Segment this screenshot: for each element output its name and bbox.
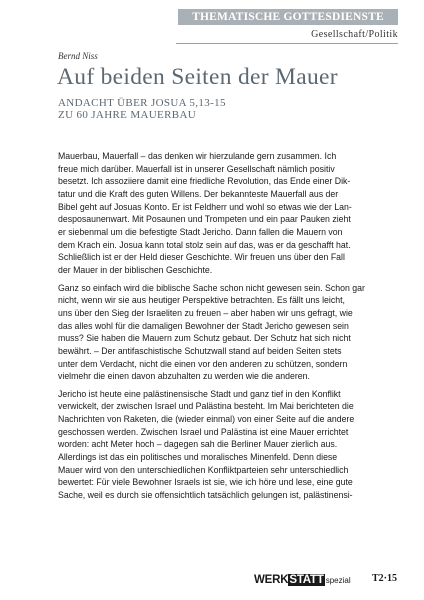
- text-line: Mauerbau, Mauerfall – das denken wir hierzulande gern zusammen. Ich: [58, 151, 337, 161]
- author-name: Bernd Niss: [58, 51, 98, 61]
- text-line: unter dem Verdacht, nicht die einen vor den anderen zu schützen, sondern: [58, 358, 348, 369]
- text-line: Ganz so einfach wird die biblische Sache schon nicht gewesen sein. Schon gar: [58, 282, 365, 293]
- article-subtitle: [58, 97, 398, 121]
- text-line: uns über den Sieg der Israeliten zu freuen – aber haben wir uns gefragt, wie: [58, 307, 353, 318]
- article-title: Auf beiden Seiten der Mauer: [57, 64, 338, 90]
- text-line: das alles wohl für die damaligen Bewohner der Stadt Jericho gewesen sein: [58, 320, 349, 331]
- text-line: besetzt. Ich assoziiere damit eine friedliche Revolution, das Ende einer Dik-: [58, 176, 351, 187]
- subtitle-line: ZU 60 JAHRE MAUERBAU: [58, 109, 197, 121]
- text-line: Bibel geht auf Josuas Konto. Er ist Feldherr und wohl so etwas wie der Lan-: [58, 201, 352, 212]
- text-line: Schließlich ist er der Held dieser Geschichte. Wir freuen uns über den Fall: [58, 252, 345, 263]
- header-divider: [176, 43, 398, 44]
- text-line: bewertet: Für viele Bewohner Israels ist sie, wie ich höre und lese, eine gute: [58, 477, 353, 488]
- article-body: [58, 150, 400, 507]
- text-line: der Mauer in der biblischen Geschichte.: [58, 264, 213, 275]
- text-line: tatur und die Kraft des guten Willens. Der bekannteste Mauerfall aus der: [58, 188, 339, 199]
- text-line: geschossen werden. Zwischen Israel und Palästina ist eine Mauer errichtet: [58, 426, 349, 437]
- subtitle-line: ANDACHT ÜBER JOSUA 5,13-15: [58, 97, 226, 109]
- text-line: vielmehr die einen davon abzuhalten zu werden wie die anderen.: [58, 371, 310, 382]
- text-line: Jericho ist heute eine palästinensische Stadt und ganz tief in den Konflikt: [58, 388, 341, 399]
- text-line: nicht, wenn wir sie aus heutiger Perspektive betrachten. Es fällt uns leicht,: [58, 295, 345, 306]
- text-line: verwickelt, der zwischen Israel und Palästina besteht. Im Mai berichteten die: [58, 401, 354, 412]
- paragraph: [58, 282, 400, 383]
- section-header: THEMATISCHE GOTTESDIENSTE: [178, 9, 398, 25]
- text-line: Sache, weil es durch sie offensichtlich tatsächlich gelungen ist, palästinensi-: [58, 490, 353, 501]
- paragraph: [58, 388, 400, 502]
- text-line: Nachrichten von Raketen, die (wieder einmal) von einer Seite auf die andere: [58, 414, 355, 425]
- text-line: muss? Sie haben die Mauern zum Schutz gebaut. Der Schutz hat sich nicht: [58, 333, 351, 344]
- text-line: dem Krach ein. Josua kann total stolz sein auf das, was er da geschafft hat.: [58, 239, 351, 250]
- text-line: er siebenmal um die befestigte Stadt Jericho. Dann fallen die Mauern von: [58, 226, 343, 237]
- text-line: freue mich darüber. Mauerfall ist in unserer Gesellschaft nämlich positiv: [58, 163, 335, 174]
- page-number: T2·15: [372, 573, 398, 584]
- text-line: Allerdings ist das ein politisches und moralisches Minenfeld. Denn diese: [58, 452, 338, 463]
- text-line: bewährt. – Der antifaschistische Schutzwall stand auf beiden Seiten stets: [58, 345, 342, 356]
- category-label: Gesellschaft/Politik: [311, 29, 398, 40]
- paragraph: [58, 150, 400, 277]
- text-line: Mauer wird von den unterschiedlichen Konfliktparteien sehr unterschiedlich: [58, 464, 349, 475]
- text-line: worden: acht Meter hoch – dagegen sah die Berliner Mauer zierlich aus.: [58, 439, 338, 450]
- werkstatt-logo: WERKSTATT spezial: [254, 574, 351, 586]
- text-line: desposaunenwart. Mit Posaunen und Trompeten und ein paar Pauken zieht: [58, 214, 351, 225]
